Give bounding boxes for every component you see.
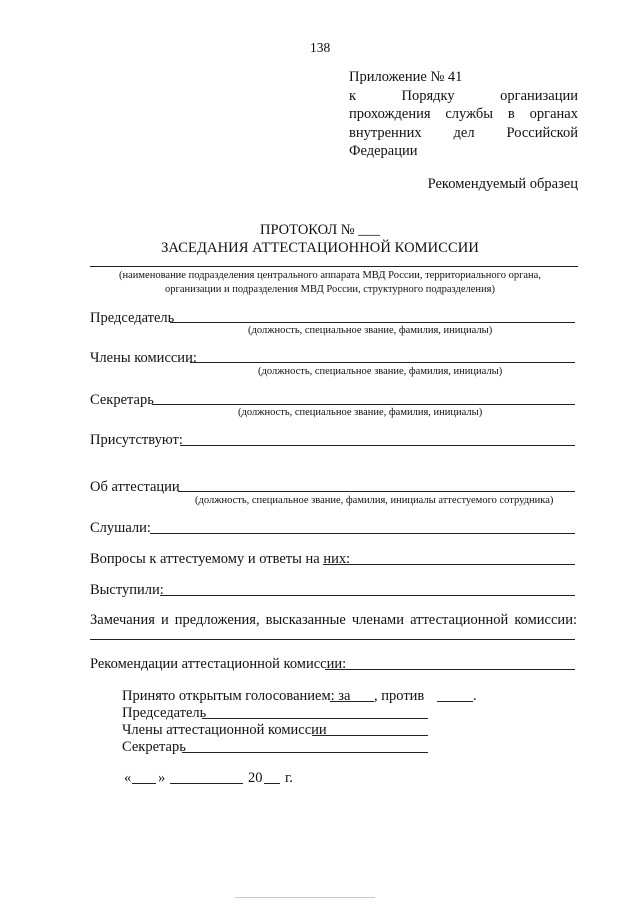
annex-word: органах — [529, 106, 578, 122]
members-line[interactable] — [190, 362, 575, 363]
remarks-word: аттестационной — [410, 612, 509, 628]
chairman-label: Председатель — [90, 310, 175, 326]
annex-line-1 — [349, 68, 578, 87]
remarks-word: комиссии: — [514, 612, 577, 628]
vote-chairman-label: Председатель — [122, 705, 207, 721]
scan-artifact — [235, 897, 375, 898]
vote-against-label: , против — [374, 688, 425, 704]
protocol-subtitle: ЗАСЕДАНИЯ АТТЕСТАЦИОННОЙ КОМИССИИ — [161, 240, 479, 256]
annex-line-2 — [349, 87, 578, 106]
annex-word: в — [507, 106, 515, 122]
spoke-label: Выступили: — [90, 582, 164, 598]
spoke-line[interactable] — [160, 595, 575, 596]
chairman-line[interactable] — [170, 322, 575, 323]
date-open-quote: « — [124, 770, 132, 786]
members-label: Члены комиссии: — [90, 350, 197, 366]
vote-secretary-line[interactable] — [182, 752, 428, 753]
annex-word: к — [349, 87, 357, 104]
unit-name-line[interactable] — [90, 266, 578, 267]
date-month-line[interactable] — [170, 783, 243, 784]
vote-accepted-label: Принято открытым голосованием: за — [122, 688, 351, 704]
remarks-word: членами — [351, 612, 404, 628]
date-year-suffix: г. — [285, 770, 293, 786]
about-line[interactable] — [178, 491, 575, 492]
annex-line-3 — [349, 105, 578, 124]
remarks-word: высказанные — [265, 612, 346, 628]
secretary-line[interactable] — [152, 404, 575, 405]
secretary-caption: (должность, специальное звание, фамилия, инициалы) — [238, 407, 483, 418]
vote-against-line[interactable] — [437, 701, 473, 702]
recommendations-line[interactable] — [325, 669, 575, 670]
remarks-word: и — [160, 612, 169, 628]
annex-word: организации — [500, 87, 578, 104]
remarks-label — [90, 612, 577, 629]
annex-word: службы — [445, 106, 494, 122]
recommendations-label: Рекомендации аттестационной комиссии: — [90, 656, 347, 672]
about-caption: (должность, специальное звание, фамилия, инициалы аттестуемого сотрудника) — [195, 495, 554, 506]
questions-line[interactable] — [323, 564, 575, 565]
annex-line-4 — [349, 124, 578, 143]
protocol-title: ПРОТОКОЛ № ___ — [259, 222, 381, 238]
annex-title: Приложение № 41 — [349, 69, 463, 85]
remarks-word: Замечания — [90, 612, 155, 628]
about-label: Об аттестации — [90, 479, 180, 495]
annex-word: Порядку — [401, 87, 455, 104]
vote-for-line[interactable] — [330, 701, 374, 702]
unit-caption-1: (наименование подразделения центрального аппарата МВД России, территориального органа, — [119, 270, 541, 281]
annex-word: дел — [453, 124, 475, 141]
annex-word: Федерации — [349, 143, 418, 159]
present-label: Присутствуют: — [90, 432, 183, 448]
date-close-quote: » — [158, 770, 166, 786]
questions-label: Вопросы к аттестуемому и ответы на них: — [90, 551, 351, 567]
date-year-prefix: 20 — [248, 770, 263, 786]
vote-end: . — [473, 688, 477, 704]
remarks-line[interactable] — [90, 639, 575, 640]
vote-chairman-line[interactable] — [202, 718, 428, 719]
present-line[interactable] — [180, 445, 575, 446]
annex-word: прохождения — [349, 106, 431, 122]
date-day-line[interactable] — [132, 783, 156, 784]
date-year-line[interactable] — [264, 783, 280, 784]
annex-block — [349, 68, 578, 161]
annex-line-5 — [349, 142, 578, 161]
vote-members-line[interactable] — [312, 735, 428, 736]
members-caption: (должность, специальное звание, фамилия, инициалы) — [258, 366, 503, 377]
chairman-caption: (должность, специальное звание, фамилия, инициалы) — [248, 325, 493, 336]
annex-word: Российской — [506, 124, 578, 141]
page-number: 138 — [310, 40, 331, 55]
vote-secretary-label: Секретарь — [122, 739, 186, 755]
annex-word: внутренних — [349, 124, 422, 141]
recommended-sample-label: Рекомендуемый образец — [427, 176, 578, 192]
secretary-label: Секретарь — [90, 392, 154, 408]
unit-caption-2: организации и подразделения МВД России, структурного подразделения) — [165, 284, 495, 295]
vote-members-label: Члены аттестационной комиссии — [122, 722, 327, 738]
heard-label: Слушали: — [90, 520, 151, 536]
remarks-word: предложения, — [174, 612, 260, 628]
heard-line[interactable] — [150, 533, 575, 534]
